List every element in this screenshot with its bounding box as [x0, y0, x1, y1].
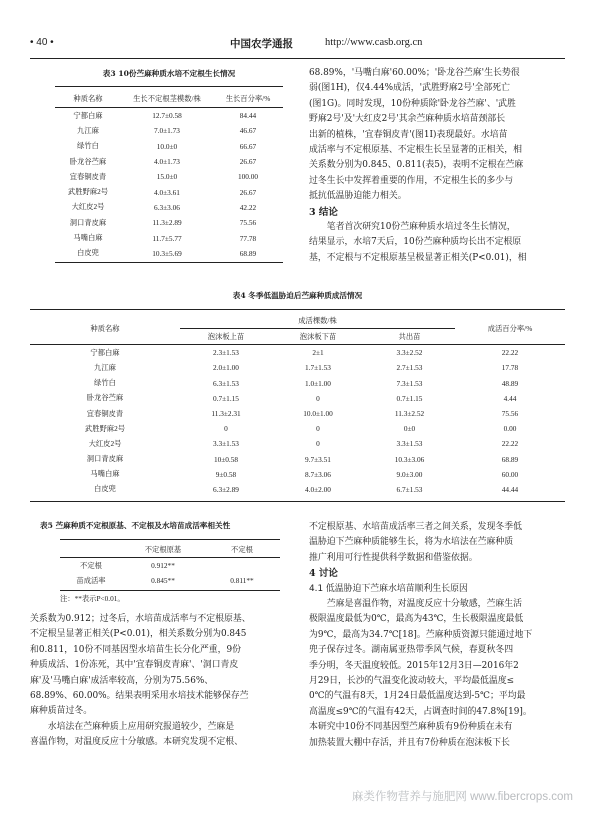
table4-cell: 9.7±3.51: [305, 454, 331, 464]
table4-top-rule: [30, 309, 565, 310]
table3-cell: 46.67: [239, 126, 257, 136]
table4-cell: 11.3±2.31: [211, 409, 241, 419]
table3-row: [55, 230, 283, 245]
table5: [60, 542, 280, 588]
table4-cell: 九江麻: [94, 362, 116, 372]
subsection-heading: 4.1 低温胁迫下苎麻水培苗顺利生长原因: [309, 583, 468, 594]
table3-cell: 26.67: [239, 187, 257, 197]
page-header: [30, 35, 565, 51]
table3-cell: 卧龙谷苎麻: [69, 156, 107, 166]
right-column-bottom-text: [309, 520, 565, 751]
text-line: 麻'及'马嘴白麻'成活率较高，分别为75.56%、: [30, 675, 214, 686]
table4-cell: 44.44: [501, 484, 519, 494]
text-line: 本研究中10份不同基因型苎麻种质有9份种质在未有: [309, 722, 513, 733]
table3-col-count: 生长不定根茎模数/株: [121, 90, 213, 108]
table4-cell: 4.0±2.00: [305, 484, 331, 494]
table3-bottom-rule: [55, 262, 283, 263]
table3-row: [55, 215, 283, 230]
table3-cell: 10.3±5.69: [152, 248, 182, 258]
table4-cell: 75.56: [501, 409, 519, 419]
table3-top-rule: [55, 86, 283, 87]
table4-cell: 宁都白麻: [90, 347, 120, 357]
table5-note: 注：**表示P<0.01。: [60, 594, 125, 603]
table4-row: [30, 467, 565, 482]
text-line: 推广利用可行性提供科学数据和借鉴依据。: [309, 552, 478, 563]
text-line: 种质成活、1份冻死，其中'宜春铜皮青麻'、'洞口青皮: [30, 660, 239, 671]
table4-col-name: 种质名称: [30, 314, 180, 345]
table3-cell: 4.0±1.73: [154, 157, 180, 167]
table5-cell: 不定根: [80, 560, 102, 570]
table4-bottom-rule: [30, 501, 565, 502]
table5-row: [60, 558, 280, 574]
table4-row: [30, 406, 565, 421]
table5-top-rule: [60, 539, 280, 540]
table3-row: [55, 184, 283, 199]
table4: [30, 314, 565, 497]
text-line: 和0.811，10份不同基因型水培苗生长分化严重，9份: [30, 644, 241, 655]
table5-cell: 0.845**: [151, 576, 175, 585]
text-line: 68.89%、60.00%。结果表明采用水培技术能够保存苎: [30, 691, 249, 702]
table5-cell: 0.811**: [230, 576, 254, 585]
table4-cell: 卧龙谷苎麻: [86, 393, 124, 403]
table3-cell: 武胜野麻2号: [67, 187, 109, 197]
text-line: 温胁迫下苎麻种质能够生长，将为水培法在苎麻种质: [309, 537, 514, 548]
table4-cell: 11.3±2.52: [394, 409, 425, 419]
text-line: 喜温作物，对温度反应十分敏感。本研究发现不定根、: [30, 737, 243, 748]
table4-cell: 4.44: [503, 393, 517, 403]
table4-cell: 2.7±1.53: [396, 363, 423, 373]
text-line: 笔者首次研究10份苎麻种质水培过冬生长情况，: [326, 222, 516, 233]
table4-cell: 0±0: [403, 424, 416, 434]
table4-row: [30, 482, 565, 497]
text-line: 月29日，长沙的气温变化波动较大，平均最低温度≤: [309, 676, 515, 687]
table4-cell: 2±1: [312, 348, 324, 358]
table5-col-roots: 不定根: [204, 542, 280, 558]
text-line: 关系数分别为0.845、0.811(表5)，表明不定根在苎麻: [309, 160, 524, 171]
text-line: 关系数为0.912；过冬后，水培苗成活率与不定根原基、: [30, 614, 251, 624]
section-heading-discussion: 4 讨论: [309, 568, 338, 580]
table4-header-row-1: [30, 314, 565, 329]
text-line: 不定根原基、水培苗成活率三者之间关系，发现冬季低: [309, 522, 522, 532]
table5-cell: 0.912**: [151, 561, 175, 570]
text-line: 极限温度最低为0℃，最高为43℃，生长极限温度最低: [309, 614, 524, 625]
table4-cell: 白皮兜: [94, 484, 116, 494]
table3-row: [55, 139, 283, 154]
table3-cell: 11.7±5.77: [152, 233, 182, 243]
left-column-bottom-text: [30, 612, 284, 751]
table3-cell: 15.0±0: [156, 172, 178, 182]
text-line: 不定根呈显著正相关(P<0.01)，相关系数分别为0.845: [30, 629, 247, 640]
table3-cell: 7.0±1.73: [154, 126, 180, 136]
journal-url[interactable]: http://www.casb.org.cn: [325, 37, 423, 48]
table4-cell: 3.3±1.53: [213, 439, 239, 449]
right-column-top-text: [309, 66, 565, 266]
table4-sub-col-above: 泡沫板上苗: [180, 329, 272, 345]
table5-bottom-rule: [60, 590, 280, 591]
table3-cell: 68.89: [239, 248, 257, 258]
table4-cell: 3.3±1.53: [396, 439, 423, 449]
table4-cell: 68.89: [501, 454, 519, 464]
table4-col-group: 成活棵数/株: [180, 314, 455, 329]
table3-caption: 表3 10份苎麻种质水培不定根生长情况: [102, 69, 236, 78]
text-line: (图1G)。同时发现，10份种质除'卧龙谷苎麻'、'武胜: [309, 98, 516, 109]
table3-cell: 10.0±0: [156, 141, 178, 151]
table5-col-blank: [60, 542, 122, 558]
table4-cell: 22.22: [501, 348, 519, 358]
text-line: 68.89%，'马嘴白麻'60.00%；'卧龙谷苎麻'生长势很: [309, 68, 520, 78]
table4-cell: 8.7±3.06: [305, 469, 331, 479]
table3-cell: 11.3±2.89: [152, 218, 182, 228]
table4-row: [30, 421, 565, 436]
table3-row: [55, 154, 283, 169]
table3-cell: 26.67: [239, 157, 257, 167]
text-line: 高温度≤9℃的气温有42天，占调查时间的47.8%[19]。: [309, 706, 532, 717]
table4-row: [30, 376, 565, 391]
table5-caption: 表5 苎麻种质不定根原基、不定根及水培苗成活率相关性: [40, 521, 231, 530]
table3-row: [55, 246, 283, 261]
table4-cell: 9±0.58: [215, 469, 237, 479]
table3-row: [55, 200, 283, 215]
text-line: 弱(图1H)，仅4.44%成活，'武胜野麻2号'全部死亡: [309, 83, 511, 94]
table4-cell: 马嘴白麻: [90, 469, 120, 479]
table4-row: [30, 452, 565, 467]
table3-cell: 100.00: [237, 172, 259, 182]
text-line: 成活率与不定根原基、不定根生长呈显著的正相关，相: [309, 145, 522, 156]
table4-cell: 10.0±1.00: [303, 409, 333, 419]
table4-row: [30, 345, 565, 361]
table4-cell: 17.78: [501, 363, 519, 373]
table5-cell: [204, 558, 280, 574]
table4-cell: 60.00: [501, 469, 519, 479]
table3-cell: 42.22: [239, 202, 257, 212]
table4-cell: 洞口青皮麻: [86, 454, 124, 464]
table5-header-row: [60, 542, 280, 558]
table3-cell: 马嘴白麻: [73, 233, 103, 243]
table5-col-primordia: 不定根原基: [122, 542, 204, 558]
table4-cell: 0: [224, 424, 228, 434]
table3-cell: 77.78: [239, 233, 257, 243]
text-line: 麻种质苗过冬。: [30, 706, 93, 717]
text-line: 苎麻是喜温作物，对温度反应十分敏感，苎麻生活: [326, 599, 523, 610]
section-heading-conclusion: 3 结论: [309, 206, 338, 218]
table4-cell: 10±0.58: [213, 454, 239, 464]
text-line: 水培法在苎麻种质上应用研究报道较少，苎麻是: [47, 721, 235, 732]
table4-row: [30, 391, 565, 406]
table5-row: [60, 573, 280, 588]
table3-col-name: 种质名称: [55, 90, 121, 108]
table4-cell: 绿竹白: [94, 378, 116, 388]
table3-header-row: [55, 90, 283, 108]
text-line: 抵抗低温胁迫能力相关。: [309, 191, 407, 202]
table4-cell: 7.3±1.53: [396, 378, 423, 388]
table3-row: [55, 123, 283, 138]
text-line: 加热装置大棚中存活，并且有7份种质在泡沫板下长: [309, 737, 510, 748]
table4-row: [30, 360, 565, 375]
table3-cell: 九江麻: [77, 125, 99, 135]
table5-cell: 苗成活率: [76, 575, 106, 585]
text-line: 野麻2号'及'大红皮2号'其余苎麻种质水培苗颈部长: [309, 114, 506, 125]
table4-cell: 3.3±2.52: [396, 348, 423, 358]
table4-cell: 1.7±1.53: [305, 363, 331, 373]
table4-cell: 0.00: [503, 424, 517, 434]
table3-cell: 大红皮2号: [71, 202, 105, 212]
table4-cell: 9.0±3.00: [396, 469, 423, 479]
text-line: 出新的植株，'宜春铜皮青'(图1I)表现最好。水培苗: [309, 129, 508, 140]
table4-sub-col-total: 共出苗: [364, 329, 455, 345]
table3-cell: 4.0±3.61: [154, 187, 180, 197]
header-rule: [30, 58, 565, 59]
table3-cell: 12.7±0.58: [152, 111, 182, 121]
table4-cell: 1.0±1.00: [305, 378, 331, 388]
table4-cell: 武胜野麻2号: [84, 423, 126, 433]
table3-col-rate: 生长百分率/%: [213, 90, 283, 108]
table4-sub-col-below: 泡沫板下苗: [272, 329, 364, 345]
table4-cell: 2.3±1.53: [213, 348, 239, 358]
table4-row: [30, 436, 565, 451]
table4-cell: 0.7±1.15: [396, 393, 423, 403]
text-line: 过冬生长中发挥着重要的作用，不定根生长的多少与: [309, 175, 514, 186]
text-line: 季分明，冬天温度较低。2015年12月3日—2016年2: [309, 660, 519, 671]
table3-row: [55, 169, 283, 184]
table3-cell: 宜春铜皮青: [69, 171, 107, 181]
text-line: 兜子保存过冬。湖南属亚热带季风气候，春夏秋冬四: [309, 645, 514, 656]
journal-name: 中国农学通报: [230, 38, 293, 50]
text-line: 基，不定根与不定根原基呈极显著正相关(P<0.01)，相: [309, 252, 527, 263]
table4-cell: 2.0±1.00: [213, 363, 239, 373]
table4-cell: 6.3±1.53: [213, 378, 239, 388]
table3-cell: 洞口青皮麻: [69, 217, 107, 227]
table4-cell: 22.22: [501, 439, 519, 449]
table3-cell: 75.56: [239, 218, 257, 228]
table4-cell: 0.7±1.15: [213, 393, 239, 403]
table4-cell: 6.7±1.53: [396, 484, 423, 494]
table3-cell: 6.3±3.06: [154, 202, 180, 212]
table4-cell: 6.3±2.89: [213, 484, 239, 494]
table3: [55, 90, 283, 261]
table3-cell: 绿竹白: [77, 141, 99, 151]
table4-cell: 大红皮2号: [88, 438, 122, 448]
table3-cell: 白皮兜: [77, 248, 99, 258]
table4-cell: 48.89: [501, 378, 519, 388]
table4-cell: 0: [316, 393, 320, 403]
table3-cell: 66.67: [239, 141, 257, 151]
watermark: 麻类作物营养与施肥网 www.fibercrops.com: [351, 791, 573, 803]
table4-cell: 宜春铜皮青: [86, 408, 124, 418]
table4-cell: 0: [316, 424, 320, 434]
page-number: • 40 •: [30, 37, 54, 48]
text-line: 为9℃，最高为34.7℃[18]。苎麻种质资源只能通过地下: [309, 629, 533, 640]
text-line: 0℃的气温有8天，1月24日最低温度达到-5℃；平均最: [309, 691, 526, 702]
table4-cell: 10.3±3.06: [394, 454, 425, 464]
table3-cell: 宁都白麻: [73, 110, 103, 120]
table4-caption: 表4 冬季低温胁迫后苎麻种质成活情况: [232, 291, 363, 300]
table3-cell: 84.44: [239, 111, 257, 121]
table4-col-rate: 成活百分率/%: [455, 314, 565, 345]
text-line: 结果显示，水培7天后，10份苎麻种质均长出不定根原: [309, 237, 522, 248]
table3-row: [55, 108, 283, 124]
table4-cell: 0: [316, 439, 320, 449]
